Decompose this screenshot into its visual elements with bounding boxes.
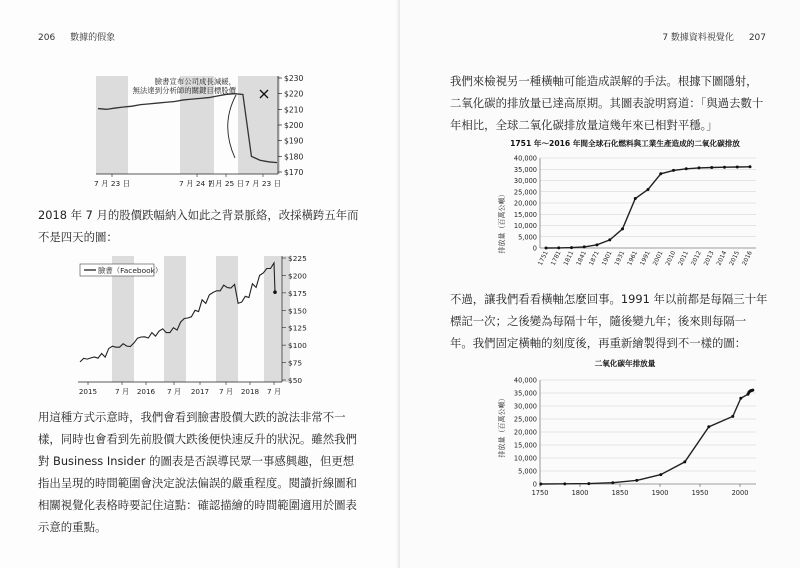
- co2a-x-tick-label: 1931: [613, 249, 627, 267]
- co2a-x-tick-label: 1811: [562, 249, 576, 267]
- co2a-title: 1751 年～2016 年間全球石化燃料與工業生產造成的二氧化碳排放: [510, 139, 740, 148]
- page-number-left: 206: [38, 33, 56, 43]
- paragraph-text: 不過，讓我們看看橫軸怎麼回事。1991 年以前都是每隔三十年標記一次；之後變為每隔十年，隨後變九年；後來則每隔一年。我們固定橫軸的刻度後，再重新繪製得到不一樣的圖：: [450, 292, 768, 350]
- co2a-y-tick-label: 40,000: [513, 154, 537, 163]
- co2b-y-tick-label: 30,000: [513, 402, 537, 411]
- fb-4day-chart: [60, 70, 360, 200]
- fb5-x-tick-label: 7 月: [218, 387, 234, 396]
- paragraph-text: 我們來檢視另一種橫軸可能造成誤解的手法。根據下圖隱射，二氧化碳的排放量已達高原期。其圖表說明寫道：「與過去數十年相比，全球二氧化碳排放量這幾年來已相對平穩。」: [450, 74, 764, 132]
- co2b-point: [739, 397, 742, 400]
- fb5-legend-label: 臉書（Facebook）: [98, 266, 163, 275]
- co2b-point: [587, 482, 590, 485]
- fb4-y-tick-label: $220: [284, 89, 304, 99]
- co2a-x-tick-label: 1871: [588, 249, 601, 267]
- fb5-x-tick-label: 2015: [78, 387, 98, 396]
- co2b-y-tick-label: 0: [532, 480, 537, 489]
- co2a-y-tick-label: 30,000: [513, 177, 537, 185]
- co2a-point: [710, 166, 713, 169]
- fb5-y-tick-label: $150: [288, 306, 307, 316]
- co2b-x-tick-label: 1800: [571, 489, 589, 497]
- paragraph-left-1: [38, 204, 364, 248]
- co2a-ylabel: 排放量（百萬公噸）: [498, 190, 506, 254]
- co2b-y-tick-label: 15,000: [513, 441, 537, 450]
- running-header-left: [38, 30, 115, 43]
- fb4-x-tick-label: 7 月 24 日: [179, 179, 215, 188]
- co2a-y-tick-label: 35,000: [513, 165, 537, 174]
- co2b-x-tick-label: 1750: [531, 489, 549, 497]
- co2b-point: [707, 425, 710, 428]
- co2b-point: [751, 389, 754, 392]
- fb4-x-tick-label: 7 月 23 日: [245, 179, 281, 188]
- co2a-x-tick-label: 1841: [575, 249, 589, 267]
- co2b-y-tick-label: 25,000: [513, 415, 537, 424]
- co2a-point: [608, 238, 611, 241]
- co2a-series-line: [546, 167, 750, 248]
- co2b-point: [683, 460, 686, 463]
- running-title-left: 數據的假象: [70, 33, 116, 43]
- co2b-x-tick-label: 1900: [651, 489, 669, 497]
- co2a-x-tick-label: 2001: [651, 249, 665, 267]
- fb5-x-tick-label: 7 月: [114, 387, 130, 396]
- co2b-series-line: [541, 390, 753, 484]
- paragraph-right-1: [450, 70, 768, 136]
- co2a-x-tick-label: 1961: [626, 249, 640, 267]
- fb5-y-tick-label: $200: [288, 271, 307, 281]
- page-number-right: 207: [748, 33, 766, 43]
- co2-fixed-chart: [490, 356, 760, 506]
- running-header-right: [662, 30, 766, 43]
- co2a-point: [545, 246, 548, 249]
- co2b-y-tick-label: 10,000: [513, 454, 537, 463]
- co2b-point: [659, 473, 662, 476]
- co2a-x-tick-label: 2012: [690, 249, 703, 267]
- fb5-x-tick-label: 7 月: [266, 387, 282, 396]
- fb5-y-tick-label: $125: [288, 323, 307, 333]
- co2b-y-tick-label: 20,000: [513, 428, 537, 437]
- co2b-point: [563, 482, 566, 485]
- paragraph-right-2: [450, 288, 768, 354]
- co2a-point: [647, 188, 650, 191]
- paragraph-text: 2018 年 7 月的股價跌幅納入如此之背景脈絡，改採橫跨五年而不是四天的圖：: [38, 208, 359, 244]
- co2a-x-tick-label: 2014: [715, 249, 729, 267]
- co2a-point: [723, 166, 726, 169]
- co2b-y-tick-label: 35,000: [513, 389, 537, 398]
- paragraph-left-2: [38, 406, 364, 538]
- co2a-y-tick-label: 0: [532, 244, 537, 253]
- co2a-y-tick-label: 5,000: [518, 233, 537, 242]
- co2b-point: [635, 479, 638, 482]
- co2-distorted-chart: [490, 136, 760, 286]
- co2b-x-tick-label: 1950: [691, 489, 709, 497]
- fb4-annotation-line1: 臉書宣布公司成長減緩，: [154, 77, 236, 86]
- co2a-point: [583, 245, 586, 248]
- fb5-y-tick-label: $225: [288, 254, 307, 263]
- fb5-y-tick-label: $50: [288, 376, 303, 385]
- co2a-y-tick-label: 20,000: [513, 199, 537, 208]
- fb5-x-tick-label: 2018: [240, 387, 260, 396]
- fb5-x-tick-label: 2017: [190, 387, 210, 396]
- fb4-y-tick-label: $170: [284, 168, 304, 177]
- co2b-title: 二氧化碳年排放量: [594, 359, 656, 368]
- co2a-point: [685, 167, 688, 170]
- fb5-x-tick-label: 2016: [136, 387, 156, 396]
- fb4-y-tick-label: $180: [284, 152, 304, 162]
- co2a-point: [659, 172, 662, 175]
- co2a-x-tick-label: 1781: [549, 249, 563, 267]
- co2b-y-tick-label: 40,000: [513, 376, 537, 385]
- co2b-x-tick-label: 2000: [731, 489, 749, 497]
- fb-5year-chart: [64, 252, 360, 402]
- co2a-point: [634, 197, 637, 200]
- fb4-x-tick-label: 7 月 25 日: [208, 179, 244, 188]
- co2a-x-tick-label: 2013: [702, 249, 716, 267]
- fb4-annotation-line2: 無法達到分析師的關鍵目標股價: [132, 86, 236, 95]
- fb5-last-point: [273, 290, 277, 294]
- co2a-y-tick-label: 15,000: [513, 210, 537, 219]
- co2a-point: [749, 165, 752, 168]
- co2a-point: [570, 246, 573, 249]
- fb5-y-tick-label: $75: [288, 358, 303, 368]
- co2a-x-tick-label: 2016: [741, 249, 754, 267]
- co2a-y-tick-label: 25,000: [513, 188, 537, 197]
- paragraph-text: 用這種方式示意時，我們會看到臉書股價大跌的說法非常不一樣，同時也會看到先前股價大跌後便快速反升的狀況。雖然我們對 Business Insider 的圖表是否誤導民眾一事感興趣，但更想指出呈現的時間範圍會決定說法偏誤的嚴重程度。閱讀折線圖和相關視覺化表格時要記住這點：確認描繪的時間範圍適用於圖表示意的重點。: [38, 410, 357, 534]
- co2b-point: [731, 415, 734, 418]
- co2b-x-tick-label: 1850: [611, 489, 629, 497]
- co2b-point: [539, 482, 542, 485]
- co2a-y-tick-label: 10,000: [513, 222, 537, 230]
- fb5-y-tick-label: $100: [288, 341, 307, 351]
- co2a-point: [698, 166, 701, 169]
- co2a-x-tick-label: 1901: [600, 249, 614, 267]
- fb4-y-tick-label: $200: [284, 121, 304, 130]
- right-page: [400, 0, 800, 568]
- fb4-y-tick-label: $190: [284, 136, 304, 146]
- co2b-point: [611, 481, 614, 484]
- co2a-point: [736, 166, 739, 169]
- co2a-x-tick-label: 1991: [639, 249, 652, 267]
- running-title-right: 7 數據資料視覺化: [662, 33, 734, 43]
- fb4-y-tick-label: $230: [284, 74, 304, 83]
- fb4-y-tick-label: $210: [284, 105, 304, 115]
- co2a-point: [596, 243, 599, 246]
- co2a-x-tick-label: 2011: [677, 249, 691, 267]
- co2a-x-tick-label: 1751: [537, 249, 550, 267]
- co2b-y-tick-label: 5,000: [518, 467, 537, 476]
- co2a-point: [557, 246, 560, 249]
- co2a-x-tick-label: 2010: [664, 249, 678, 267]
- co2a-point: [672, 169, 675, 172]
- fb5-x-tick-label: 7 月: [166, 387, 182, 396]
- co2a-point: [621, 227, 624, 230]
- fb4-x-tick-label: 7 月 23 日: [94, 179, 130, 188]
- co2b-ylabel: 排放量（百萬公噸）: [498, 394, 506, 458]
- co2a-x-tick-label: 2015: [728, 249, 742, 267]
- fb5-y-tick-label: $175: [288, 288, 307, 298]
